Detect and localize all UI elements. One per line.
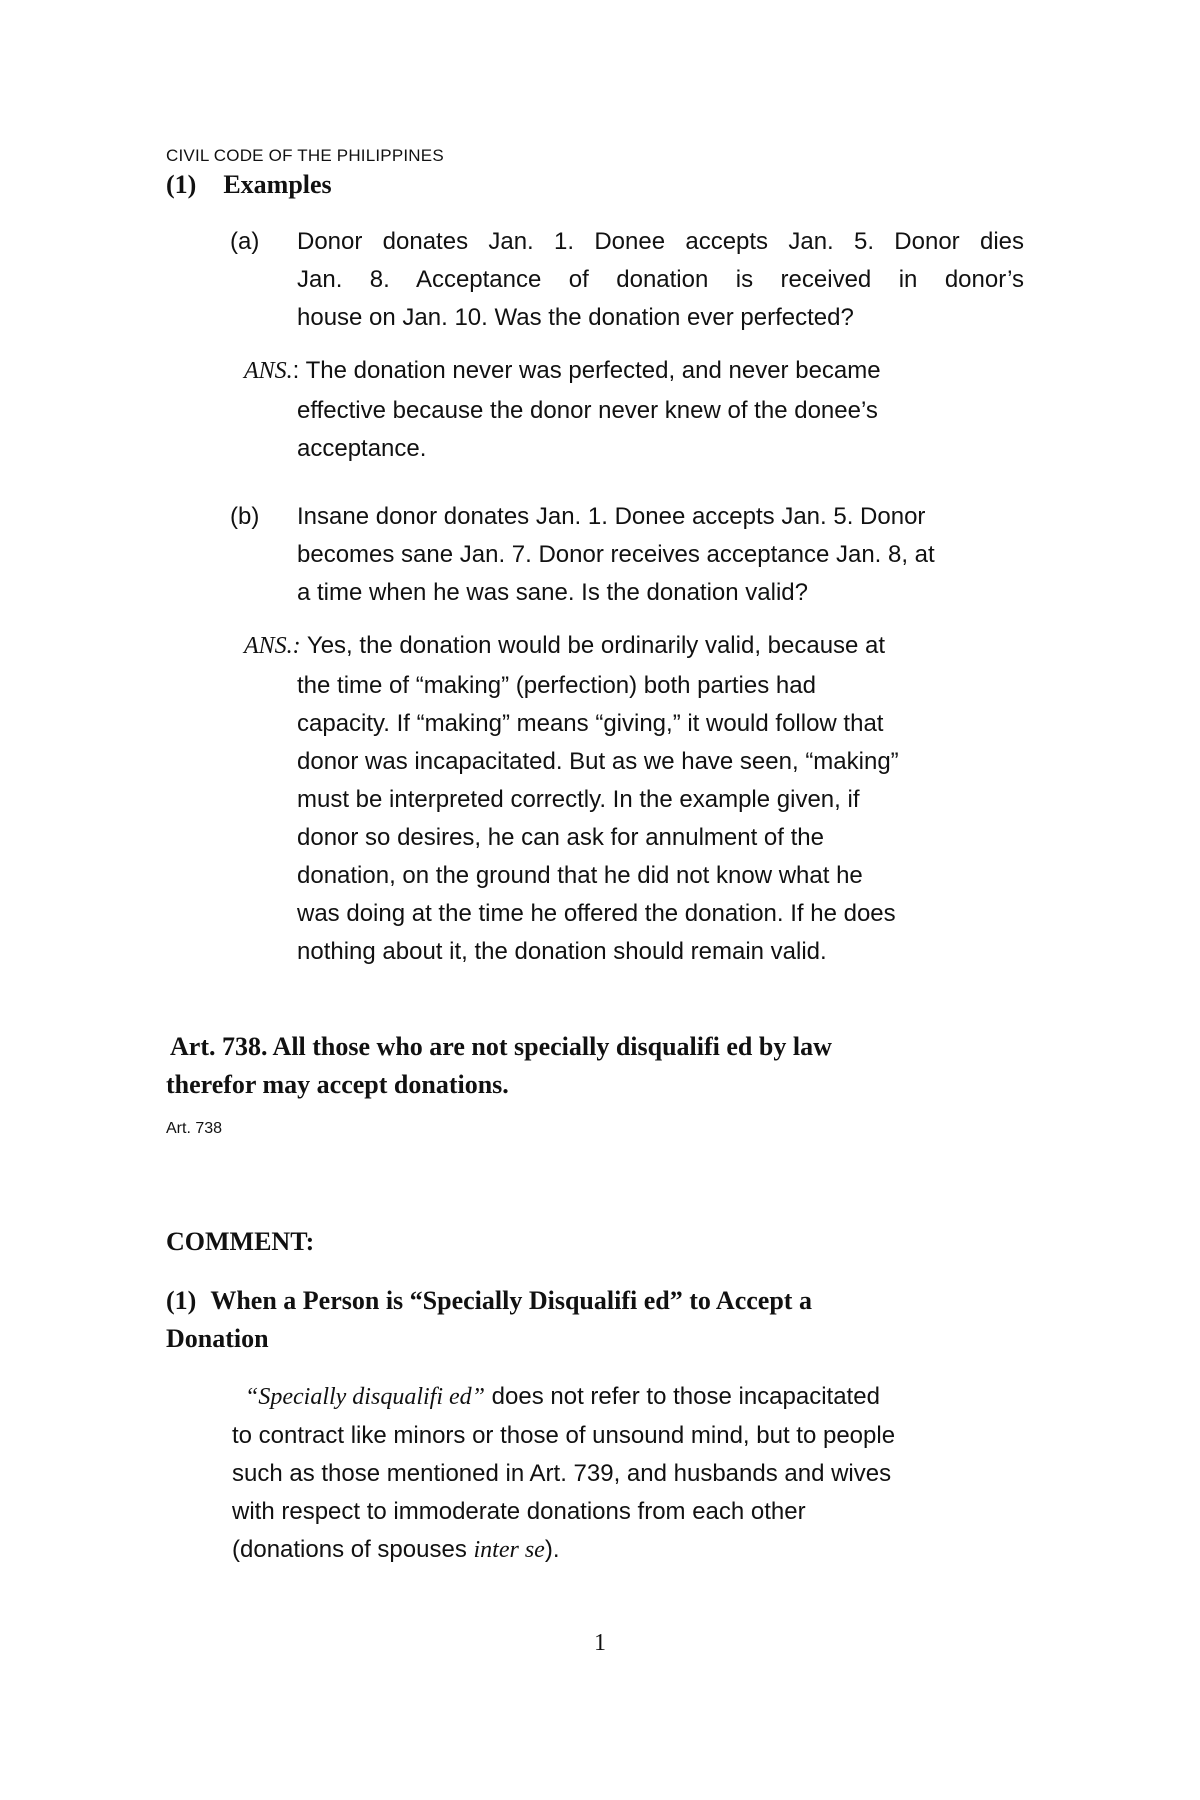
examples-heading [166,166,332,204]
comment-paragraph-line: to contract like minors or those of unsound mind, but to people [232,1422,896,1449]
example-a-ans-text: : The donation never was perfected, and never became [292,357,881,384]
example-b-answer-line: donor was incapacitated. But as we have seen, “making” [297,748,899,775]
comment-paragraph-line: such as those mentioned in Art. 739, and husbands and wives [232,1460,892,1487]
example-b-answer-line: nothing about it, the donation should remain valid. [297,938,827,965]
example-b-answer-first-line [244,627,885,665]
comment-subheading [166,1282,812,1358]
example-b-answer-line: donor so desires, he can ask for annulment of the [297,824,824,851]
example-a-line: Donor donates Jan. 1. Donee accepts Jan. 5. Donor dies [297,228,1024,255]
comment-paragraph [232,1417,895,1569]
comment-heading: COMMENT: [166,1227,315,1256]
article-text [170,1028,832,1066]
comment-last-end: ). [544,1536,560,1563]
comment-subheading-number: (1) [166,1286,197,1315]
example-a-ans-label: ANS. [244,358,293,384]
example-b-answer [297,667,899,971]
comment-last-italic: inter se [473,1537,545,1563]
example-a-line: house on Jan. 10. Was the donation ever perfected? [297,304,854,331]
comment-paragraph-last-line [232,1531,895,1569]
example-b-line: becomes sane Jan. 7. Donor receives acceptance Jan. 8, at [297,541,935,568]
page-number: 1 [594,1630,606,1656]
example-a-answer [297,392,878,468]
comment-paragraph-line: with respect to immoderate donations from each other [232,1498,806,1525]
comment-paragraph-first-line [245,1378,880,1416]
example-b-line: Insane donor donates Jan. 1. Donee accepts Jan. 5. Donor [297,503,926,530]
comment-subheading-line [166,1282,812,1320]
example-a-marker: (a) [230,228,260,255]
comment-italic-term: “Specially disqualifi ed” [245,1384,485,1410]
comment-subheading-text: When a Person is “Specially Disqualifi ed” to Accept a [210,1286,812,1315]
article-line: therefor may accept donations. [166,1070,509,1099]
example-a-line: Jan. 8. Acceptance of donation is received in donor’s [297,266,1024,293]
article-line: Art. 738. All those who are not specially disqualifi ed by law [170,1032,832,1061]
comment-last-start: (donations of spouses [232,1536,474,1563]
examples-heading-number: (1) [166,170,197,199]
examples-heading-text: Examples [223,170,332,199]
example-b-ans-text: Yes, the donation would be ordinarily valid, because at [300,632,886,659]
example-b-answer-line: was doing at the time he offered the donation. If he does [297,900,896,927]
running-head: CIVIL CODE OF THE PHILIPPINES [166,146,444,165]
example-b-answer-line: capacity. If “making” means “giving,” it would follow that [297,710,884,737]
comment-subheading-line: Donation [166,1324,269,1353]
example-a-answer-line: effective because the donor never knew of the donee’s [297,397,878,424]
example-b-line: a time when he was sane. Is the donation valid? [297,579,808,606]
example-a-question [297,223,1024,337]
article-reference: Art. 738 [166,1120,223,1137]
example-b-question [297,498,935,612]
example-a-answer-line: acceptance. [297,435,427,462]
example-b-answer-line: must be interpreted correctly. In the example given, if [297,786,860,813]
comment-first-rest: does not refer to those incapacitated [485,1383,880,1410]
example-b-ans-label: ANS.: [244,633,301,659]
example-b-answer-line: the time of “making” (perfection) both parties had [297,672,816,699]
example-b-answer-line: donation, on the ground that he did not know what he [297,862,863,889]
example-a-answer-first-line [244,352,881,390]
article-text-continued [166,1066,509,1104]
example-b-marker: (b) [230,503,260,530]
